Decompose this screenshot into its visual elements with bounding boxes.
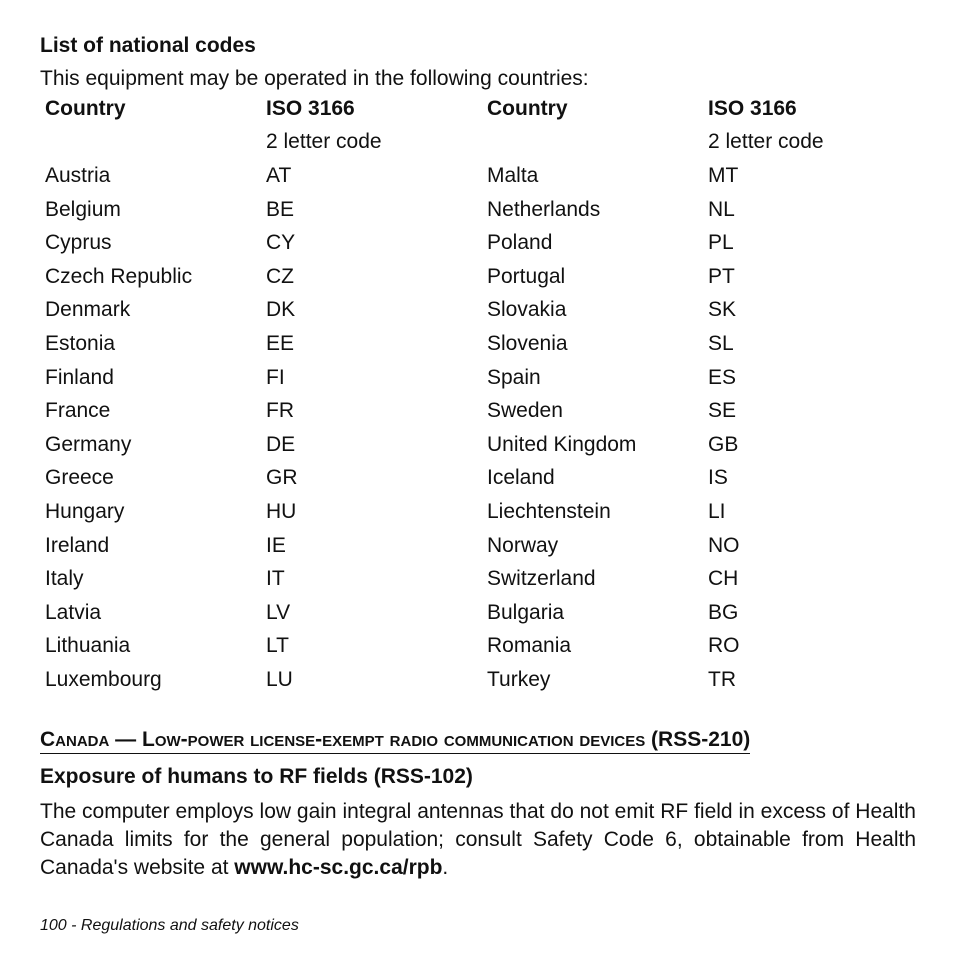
- country-1: Czech Republic: [45, 264, 193, 288]
- header-country-1: Country: [45, 96, 126, 120]
- table-row: [40, 462, 868, 496]
- iso-code-2: NL: [708, 197, 735, 221]
- country-2: Spain: [487, 365, 541, 389]
- iso-code-2: PL: [708, 231, 734, 255]
- header-iso-2: ISO 3166: [708, 96, 797, 120]
- iso-code-1: FI: [266, 365, 285, 389]
- country-1: Ireland: [45, 533, 110, 557]
- country-1: Cyprus: [45, 231, 112, 255]
- iso-code-2: SL: [708, 331, 734, 355]
- iso-code-2: BG: [708, 600, 739, 624]
- iso-code-1: CZ: [266, 264, 294, 288]
- header-iso-1: ISO 3166: [266, 96, 355, 120]
- iso-code-1: IT: [266, 567, 285, 591]
- iso-code-2: GB: [708, 432, 739, 456]
- subheader-country-1: [40, 126, 261, 160]
- iso-code-1: HU: [266, 499, 297, 523]
- table-row: [40, 226, 868, 260]
- table-row: [40, 596, 868, 630]
- iso-code-2: NO: [708, 533, 740, 557]
- country-1: Finland: [45, 365, 114, 389]
- country-1: Latvia: [45, 600, 102, 624]
- iso-code-1: LT: [266, 634, 289, 658]
- table-row: [40, 159, 868, 193]
- table-row: [40, 327, 868, 361]
- country-2: Portugal: [487, 264, 566, 288]
- country-2: Bulgaria: [487, 600, 565, 624]
- intro-text: This equipment may be operated in the following countries:: [40, 67, 589, 90]
- country-1: Germany: [45, 432, 132, 456]
- table-row: [40, 428, 868, 462]
- iso-code-2: SE: [708, 399, 737, 423]
- country-2: Turkey: [487, 667, 551, 691]
- country-2: United Kingdom: [487, 432, 637, 456]
- iso-code-1: DK: [266, 298, 296, 322]
- country-2: Norway: [487, 533, 559, 557]
- country-1: Greece: [45, 466, 114, 490]
- iso-code-1: FR: [266, 399, 294, 423]
- iso-code-1: IE: [266, 533, 286, 557]
- table-row: [40, 193, 868, 227]
- table-header-row: [40, 92, 868, 126]
- country-1: Belgium: [45, 197, 121, 221]
- table-row: [40, 394, 868, 428]
- paragraph-end: .: [442, 856, 449, 879]
- country-1: France: [45, 399, 111, 423]
- iso-code-1: GR: [266, 466, 298, 490]
- table-row: [40, 294, 868, 328]
- table-row: [40, 663, 868, 697]
- iso-code-1: LU: [266, 667, 293, 691]
- country-2: Slovenia: [487, 331, 568, 355]
- health-canada-link[interactable]: www.hc-sc.gc.ca/rpb: [234, 856, 443, 879]
- iso-code-1: CY: [266, 231, 296, 255]
- national-codes-table: [40, 92, 868, 697]
- country-2: Romania: [487, 634, 572, 658]
- header-country-2: Country: [487, 96, 568, 120]
- country-2: Switzerland: [487, 567, 596, 591]
- table-row: [40, 529, 868, 563]
- country-1: Hungary: [45, 499, 125, 523]
- iso-code-2: ES: [708, 365, 737, 389]
- table-row: [40, 260, 868, 294]
- iso-code-2: LI: [708, 499, 726, 523]
- rf-exposure-paragraph: [40, 798, 916, 882]
- country-2: Malta: [487, 163, 539, 187]
- table-row: [40, 361, 868, 395]
- national-codes-heading: List of national codes: [40, 34, 256, 57]
- country-2: Iceland: [487, 466, 555, 490]
- country-1: Italy: [45, 567, 84, 591]
- canada-section-title: Canada — Low-power license-exempt radio communication devices (RSS-210): [40, 728, 750, 754]
- iso-code-1: BE: [266, 197, 295, 221]
- iso-code-1: LV: [266, 600, 291, 624]
- country-2: Poland: [487, 231, 553, 255]
- iso-code-2: MT: [708, 163, 739, 187]
- iso-code-2: TR: [708, 667, 736, 691]
- country-2: Sweden: [487, 399, 563, 423]
- country-2: Slovakia: [487, 298, 567, 322]
- iso-code-2: CH: [708, 567, 739, 591]
- country-1: Denmark: [45, 298, 131, 322]
- iso-code-1: AT: [266, 163, 292, 187]
- rf-exposure-subheading: Exposure of humans to RF fields (RSS-102): [40, 765, 473, 788]
- subheader-country-2: [482, 126, 703, 160]
- country-1: Lithuania: [45, 634, 131, 658]
- iso-code-2: IS: [708, 466, 728, 490]
- subheader-iso-2: 2 letter code: [708, 130, 824, 154]
- table-row: [40, 495, 868, 529]
- page-footer: 100 - Regulations and safety notices: [40, 917, 299, 934]
- iso-code-2: RO: [708, 634, 740, 658]
- country-1: Austria: [45, 163, 111, 187]
- table-row: [40, 562, 868, 596]
- table-row: [40, 630, 868, 664]
- country-1: Luxembourg: [45, 667, 162, 691]
- iso-code-2: SK: [708, 298, 737, 322]
- table-subheader-row: [40, 126, 868, 160]
- iso-code-1: EE: [266, 331, 295, 355]
- iso-code-1: DE: [266, 432, 296, 456]
- country-2: Liechtenstein: [487, 499, 611, 523]
- country-2: Netherlands: [487, 197, 601, 221]
- country-1: Estonia: [45, 331, 116, 355]
- subheader-iso-1: 2 letter code: [266, 130, 382, 154]
- paragraph-text: The computer employs low gain integral antennas that do not emit RF field in excess of Health Canada limits for the general population; consult Safety Code 6, obtainable from Health Canada's website at: [40, 800, 916, 879]
- iso-code-2: PT: [708, 264, 735, 288]
